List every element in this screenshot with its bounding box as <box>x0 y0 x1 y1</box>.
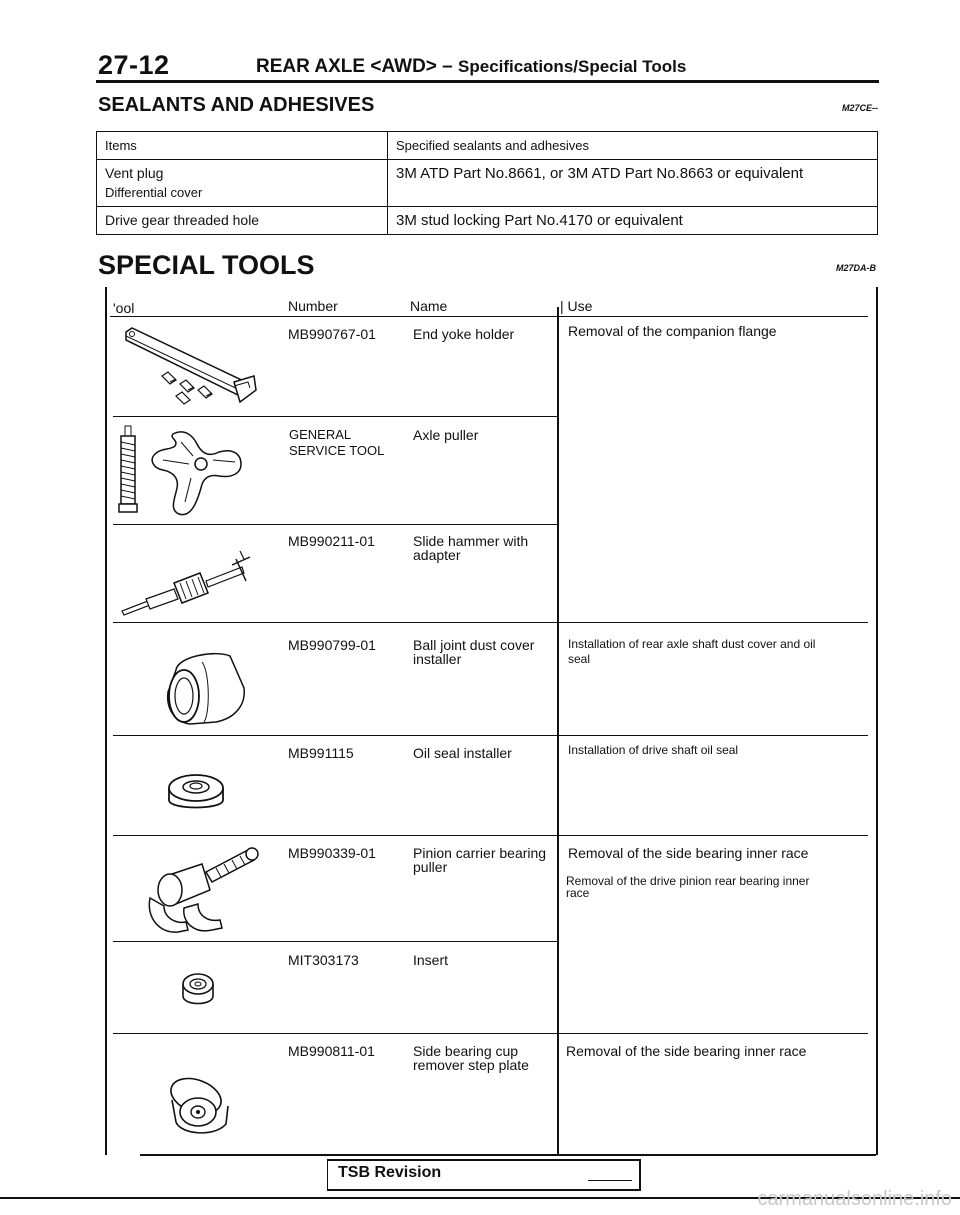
tool-name: Pinion carrier bearing puller <box>413 845 547 875</box>
tool-name: End yoke holder <box>413 326 515 342</box>
tool-name: Axle puller <box>413 427 479 443</box>
item-text: Differential cover <box>105 185 203 200</box>
tool-name: Slide hammer with adapter <box>413 533 529 563</box>
tool-number: MB990339-01 <box>288 845 376 861</box>
table-row <box>97 207 878 235</box>
col-items-header: Items <box>97 132 388 160</box>
item-text: Vent plug <box>105 165 164 181</box>
items-cell <box>97 160 388 207</box>
col-number-header: Number <box>288 298 338 314</box>
page-title-main: REAR AXLE <AWD> – <box>256 56 453 77</box>
sealants-table <box>96 131 878 235</box>
row-divider <box>113 835 868 836</box>
tool-name: Oil seal installer <box>413 745 512 761</box>
slide-hammer-icon <box>118 545 263 620</box>
tool-number: MB991115 <box>288 745 354 761</box>
page-number: 27-12 <box>98 50 170 80</box>
table-row <box>97 160 878 207</box>
page-title-sub: Specifications/Special Tools <box>458 57 687 76</box>
header-underline <box>110 316 868 317</box>
tool-number: MB990799-01 <box>288 637 376 653</box>
insert-icon <box>177 970 219 1012</box>
table-bottom-border <box>140 1154 876 1156</box>
footer-short-rule <box>588 1180 632 1181</box>
col-spec-header: Specified sealants and adhesives <box>388 132 878 160</box>
tool-number: MB990767-01 <box>288 326 376 342</box>
tool-name: Ball joint dust cover installer <box>413 637 535 667</box>
table-right-border <box>876 287 878 1155</box>
dust-cover-installer-icon <box>160 648 260 728</box>
row-divider <box>113 524 557 525</box>
col-tool-header: 'ool <box>113 300 135 316</box>
tool-use: Installation of rear axle shaft dust cover and oil seal <box>568 637 816 666</box>
tool-name: Insert <box>413 952 449 968</box>
tool-number: MB990811-01 <box>288 1043 375 1059</box>
page-title <box>256 56 686 78</box>
header-rule <box>96 80 879 83</box>
end-yoke-holder-icon <box>122 326 257 412</box>
col-name-header: Name <box>410 298 448 314</box>
tool-number: GENERAL SERVICE TOOL <box>289 427 385 458</box>
table-left-border <box>105 287 107 1155</box>
step-plate-icon <box>164 1072 236 1138</box>
tool-use: Removal of the side bearing inner race <box>568 845 809 861</box>
col-use-header: | Use <box>560 298 593 314</box>
special-tools-code: M27DA-B <box>836 263 877 273</box>
axle-puller-icon <box>115 422 260 522</box>
special-tools-heading: SPECIAL TOOLS <box>98 250 315 280</box>
items-cell: Drive gear threaded hole <box>97 207 388 235</box>
tool-use: Removal of the companion flange <box>568 323 777 339</box>
row-divider <box>113 416 557 417</box>
table-header-row <box>97 132 878 160</box>
row-divider <box>113 1033 868 1034</box>
sealants-code: M27CE-- <box>842 103 879 113</box>
spec-cell: 3M stud locking Part No.4170 or equivalent <box>388 207 878 235</box>
oil-seal-installer-icon <box>165 768 227 816</box>
tool-use: Removal of the side bearing inner race <box>566 1043 807 1059</box>
row-divider <box>113 622 868 623</box>
tool-number: MIT303173 <box>288 952 359 968</box>
sealants-heading: SEALANTS AND ADHESIVES <box>98 94 375 116</box>
tool-name: Side bearing cup remover step plate <box>413 1043 529 1073</box>
tool-number: MB990211-01 <box>288 533 375 549</box>
use-column-divider <box>557 307 559 1155</box>
tsb-revision-label: TSB Revision <box>338 1164 442 1181</box>
tool-use: Removal of the drive pinion rear bearing inner race <box>566 874 810 900</box>
watermark: carmanualsonline.info <box>757 1188 952 1210</box>
spec-cell: 3M ATD Part No.8661, or 3M ATD Part No.8663 or equivalent <box>388 160 878 207</box>
row-divider <box>113 735 868 736</box>
tool-use: Installation of drive shaft oil seal <box>568 743 739 757</box>
bearing-puller-icon <box>136 842 261 938</box>
row-divider <box>113 941 557 942</box>
